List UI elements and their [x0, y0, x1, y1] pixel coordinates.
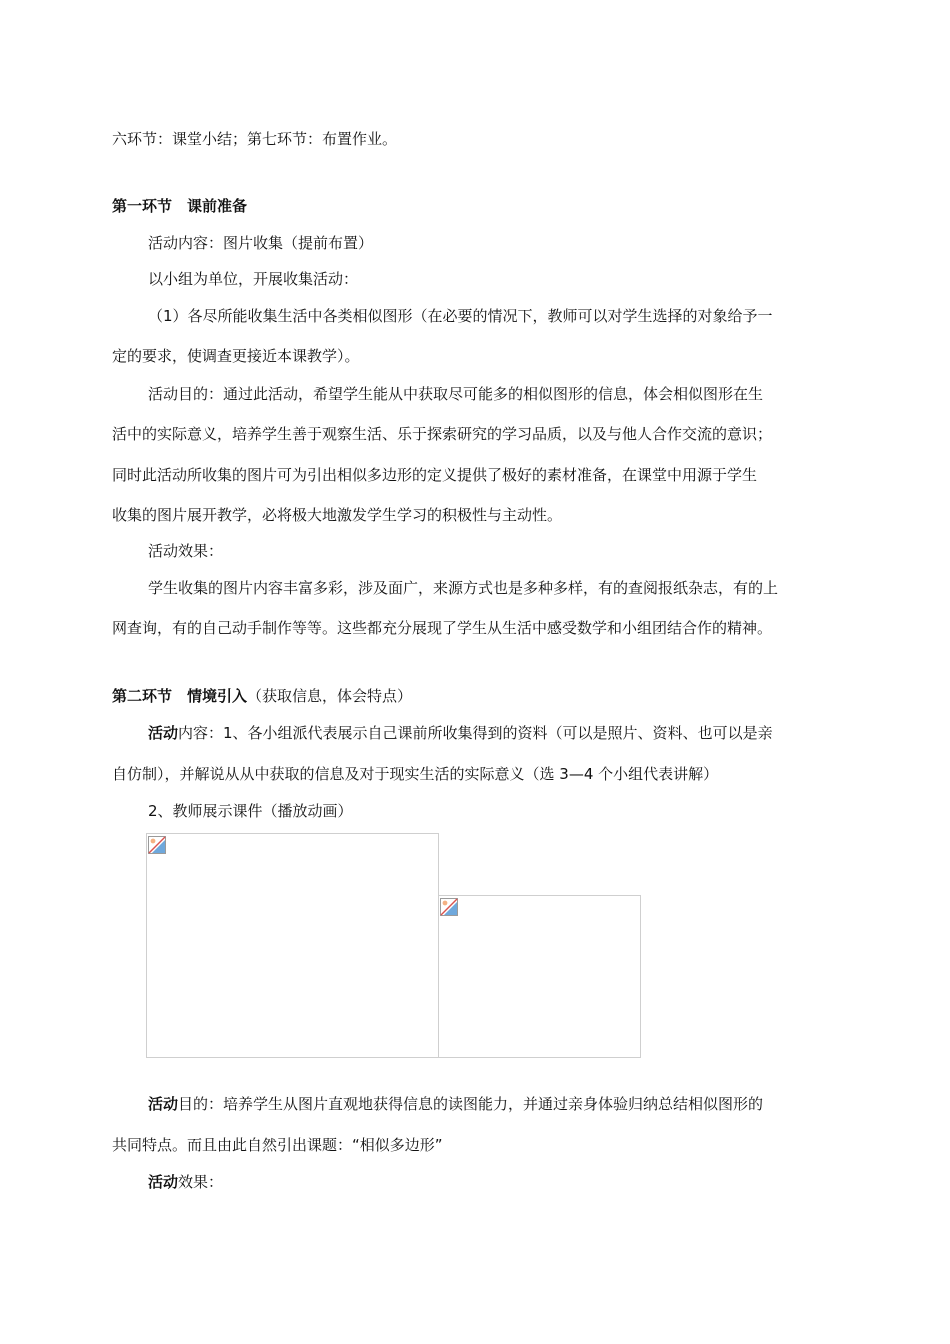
broken-image-icon: [148, 836, 166, 854]
section1-purpose-line-c: 同时此活动所收集的图片可为引出相似多边形的定义提供了极好的素材准备，在课堂中用源于学生: [112, 466, 758, 484]
section2-heading: [112, 686, 412, 706]
courseware-image-2: [438, 895, 641, 1058]
section2-purpose-line-b: 共同特点。而且由此自然引出课题：“相似多边形”: [112, 1136, 443, 1154]
section2-effect-label: [148, 1172, 223, 1192]
section2-content-line-a: [148, 723, 773, 743]
section2-heading-rest: （获取信息，体会特点）: [247, 687, 413, 705]
section1-item1-line-b: 定的要求，使调查更接近本课教学）。: [112, 347, 360, 365]
section2-effect-text: 效果：: [178, 1173, 224, 1191]
section1-purpose-line-b: 活中的实际意义，培养学生善于观察生活、乐于探索研究的学习品质，以及与他人合作交流的意识；: [112, 425, 773, 443]
section1-content-label: 活动内容：图片收集（提前布置）: [148, 234, 374, 252]
section1-effect-line-b: 网查询，有的自己动手制作等等。这些都充分展现了学生从生活中感受数学和小组团结合作的精神。: [112, 619, 773, 637]
section2-effect-bold: 活动: [148, 1173, 179, 1191]
section2-content-line-b: 自仿制），并解说从从中获取的信息及对于现实生活的实际意义（选 3—4 个小组代表讲解）: [112, 765, 719, 783]
section1-purpose-line-a: 活动目的：通过此活动，希望学生能从中获取尽可能多的相似图形的信息，体会相似图形在生: [148, 385, 764, 403]
section1-heading: 第一环节 课前准备: [112, 197, 248, 215]
section2-purpose-bold: 活动: [148, 1095, 179, 1113]
section2-heading-bold: 第二环节 情境引入: [112, 687, 248, 705]
section2-content-text: 内容：1、各小组派代表展示自己课前所收集得到的资料（可以是照片、资料、也可以是亲: [178, 724, 773, 742]
section2-purpose-line-a: [148, 1094, 763, 1114]
broken-image-icon: [440, 898, 458, 916]
section2-purpose-text: 目的：培养学生从图片直观地获得信息的读图能力，并通过亲身体验归纳总结相似图形的: [178, 1095, 764, 1113]
page-top-line: 六环节：课堂小结；第七环节：布置作业。: [112, 130, 398, 148]
section1-purpose-line-d: 收集的图片展开教学，必将极大地激发学生学习的积极性与主动性。: [112, 506, 563, 524]
section1-group-line: 以小组为单位，开展收集活动：: [148, 270, 359, 288]
section1-item1-line-a: （1）各尽所能收集生活中各类相似图形（在必要的情况下，教师可以对学生选择的对象给予一: [148, 307, 773, 325]
section1-effect-label: 活动效果：: [148, 542, 224, 560]
courseware-image-1: [146, 833, 439, 1058]
section1-effect-line-a: 学生收集的图片内容丰富多彩，涉及面广，来源方式也是多种多样，有的查阅报纸杂志，有的上: [148, 579, 779, 597]
section2-content-bold: 活动: [148, 724, 179, 742]
section2-content-line-c: 2、教师展示课件（播放动画）: [148, 802, 353, 820]
